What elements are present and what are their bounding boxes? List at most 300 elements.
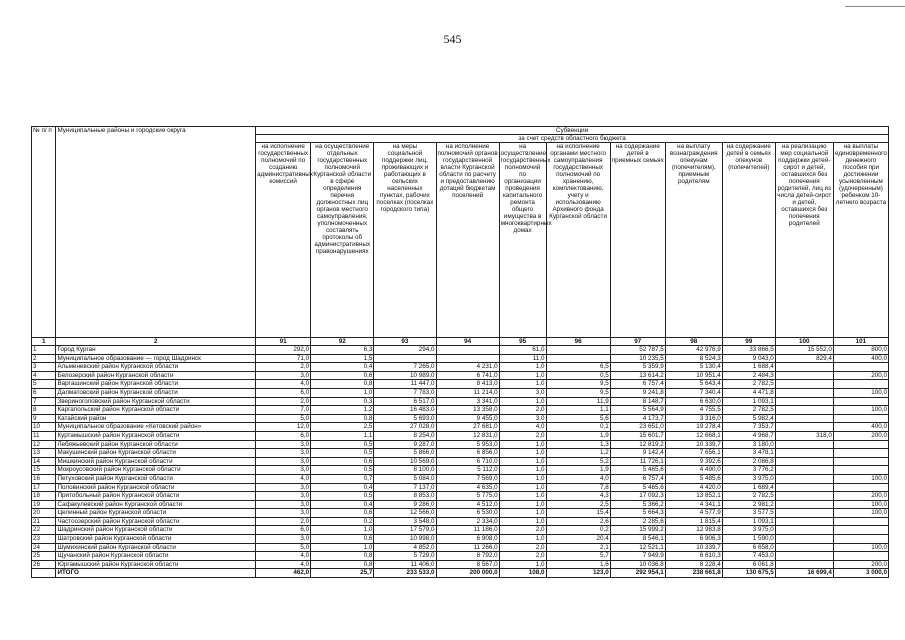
table-row [32,526,889,535]
cell-value [833,526,888,535]
cell-value: 1 688,4 [722,363,775,372]
region-name: Каргапольский район Курганской области [56,406,256,415]
region-name: Половинский район Курганской области [56,483,256,492]
cell-value: 3,0 [256,483,311,492]
table-row [32,363,889,372]
table-row [32,474,889,483]
col-header-98: на выплату вознаграждения опекунам (попечителям), приемным родителям [665,143,722,338]
row-index: 21 [32,517,56,526]
cell-value: 1,0 [499,483,546,492]
cell-value: 5,0 [256,414,311,423]
cell-value: 5 775,0 [436,492,499,501]
cell-value: 27 028,0 [374,423,436,432]
cell-value: 1,9 [546,466,610,475]
cell-value: 6 856,0 [436,449,499,458]
cell-value [775,449,833,458]
cell-value: 2,0 [499,543,546,552]
table-row [32,500,889,509]
row-index: 25 [32,552,56,561]
cell-value: 292 954,1 [610,569,665,578]
cell-value: 5 982,4 [722,414,775,423]
cell-value [775,552,833,561]
cell-value [775,535,833,544]
cell-value: 5 643,4 [665,380,722,389]
region-name: Шадринский район Курганской области [56,526,256,535]
corner-line [845,0,905,7]
cell-value: 2 285,6 [610,517,665,526]
cell-value [833,440,888,449]
region-name: Альменевский район Курганской области [56,363,256,372]
cell-value: 9,5 [546,380,610,389]
table-row [32,388,889,397]
cell-value: 4 577,9 [665,509,722,518]
cell-value: 16 699,4 [775,569,833,578]
col-number: 91 [256,338,311,346]
region-name: Юргамышский район Курганской области [56,560,256,569]
cell-value: 5,2 [546,457,610,466]
cell-value: 6 906,3 [665,535,722,544]
cell-value: 6,5 [546,363,610,372]
table-row [32,423,889,432]
cell-value: 7 353,7 [722,423,775,432]
cell-value: 11 186,0 [436,526,499,535]
cell-value: 4 341,1 [665,500,722,509]
cell-value: 8 546,1 [610,535,665,544]
cell-value: 1,0 [499,380,546,389]
cell-value: 5 953,0 [436,440,499,449]
cell-value [833,380,888,389]
cell-value: 7 265,0 [374,363,436,372]
table-row [32,431,889,440]
cell-value: 11 406,0 [374,560,436,569]
row-index: 20 [32,509,56,518]
cell-value: 16 483,0 [374,406,436,415]
col-number: 92 [311,338,374,346]
cell-value: 7,0 [256,406,311,415]
cell-value [833,397,888,406]
cell-value: 8 228,4 [665,560,722,569]
cell-value [833,363,888,372]
cell-value: 130 675,5 [722,569,775,578]
col-number: 94 [436,338,499,346]
cell-value: 3 180,0 [722,440,775,449]
cell-value: 2 334,0 [436,517,499,526]
cell-value: 1 815,4 [665,517,722,526]
row-index: 14 [32,457,56,466]
cell-value: 9 287,0 [374,440,436,449]
cell-value: 5 866,0 [374,449,436,458]
cell-value [775,380,833,389]
cell-value [775,517,833,526]
cell-value: 11,9 [546,397,610,406]
cell-value: 8 567,0 [436,560,499,569]
cell-value: 1 093,1 [722,397,775,406]
cell-value [436,354,499,363]
table-row [32,354,889,363]
row-index: 2 [32,354,56,363]
cell-value: 1,0 [499,397,546,406]
row-index [32,569,56,578]
cell-value: 8 254,0 [374,431,436,440]
cell-value: 17 579,0 [374,526,436,535]
cell-value: 4,0 [256,474,311,483]
table-row [32,517,889,526]
cell-value: 4 755,5 [665,406,722,415]
cell-value: 462,0 [256,569,311,578]
cell-value: 1 590,0 [722,535,775,544]
cell-value: 8 100,0 [374,466,436,475]
cell-value: 12 983,8 [665,526,722,535]
cell-value: 11 214,0 [436,388,499,397]
col-header-100: на реализацию мер социальной поддержки детей-сирот и детей, оставшихся без попечения родителей, лиц из числа детей-сирот и детей, оставшихся без попечения родителей [775,143,833,338]
table-row [32,509,889,518]
cell-value: 1,0 [499,449,546,458]
table-row [32,543,889,552]
cell-value: 0,6 [311,509,374,518]
cell-value: 238 661,8 [665,569,722,578]
from-budget-header: за счет средств областного бюджета [256,135,889,143]
cell-value: 2 086,8 [722,457,775,466]
row-index: 8 [32,406,56,415]
cell-value: 1,0 [311,388,374,397]
cell-value: 5 465,6 [610,466,665,475]
cell-value [833,483,888,492]
table-body [32,346,889,578]
cell-value [775,500,833,509]
cell-value: 200,0 [833,431,888,440]
cell-value: 1 689,4 [722,483,775,492]
cell-value: 1,3 [546,440,610,449]
cell-value: 3,0 [499,414,546,423]
row-index: 15 [32,466,56,475]
cell-value: 1 093,1 [722,517,775,526]
cell-value: 2,0 [256,517,311,526]
table-row [32,406,889,415]
cell-value: 3,0 [256,440,311,449]
cell-value: 7 656,1 [665,449,722,458]
cell-value: 3,0 [256,449,311,458]
cell-value: 71,0 [256,354,311,363]
cell-value: 1,0 [499,500,546,509]
page-number: 545 [443,32,462,46]
col-header-no: № п/ п [32,127,56,338]
cell-value: 6 741,0 [436,371,499,380]
region-name: Частоозерский район Курганской области [56,517,256,526]
region-name: Шумихинский район Курганской области [56,543,256,552]
col-number: 98 [665,338,722,346]
cell-value: 3,0 [256,457,311,466]
cell-value: 4 420,0 [665,483,722,492]
cell-value: 12 831,0 [436,431,499,440]
cell-value: 0,5 [546,371,610,380]
cell-value: 5 112,0 [436,466,499,475]
cell-value: 11 726,1 [610,457,665,466]
cell-value: 6 710,0 [436,457,499,466]
cell-value: 3,0 [256,492,311,501]
cell-value: 3 000,0 [833,569,888,578]
cell-value: 4,0 [256,560,311,569]
col-header-94: на исполнение полномочий органов государственной власти Курганской области по расчету и предоставлению дотаций бюджетам поселений [436,143,499,338]
cell-value: 100,0 [833,406,888,415]
cell-value: 7 949,9 [610,552,665,561]
row-index: 12 [32,440,56,449]
table-row [32,397,889,406]
row-index: 13 [32,449,56,458]
cell-value: 12 668,1 [665,431,722,440]
cell-value: 0,5 [311,492,374,501]
row-index: 24 [32,543,56,552]
cell-value: 23 651,0 [610,423,665,432]
cell-value: 1,0 [311,526,374,535]
cell-value: 3 975,0 [722,526,775,535]
row-index: 22 [32,526,56,535]
cell-value: 17 092,3 [610,492,665,501]
cell-value: 1,2 [311,406,374,415]
cell-value: 13 614,2 [610,371,665,380]
cell-value [546,346,610,355]
table-row [32,466,889,475]
region-name: Целинный район Курганской области [56,509,256,518]
cell-value [833,414,888,423]
cell-value: 9 286,0 [374,500,436,509]
region-name: Лебяжьевский район Курганской области [56,440,256,449]
region-name: Шатровский район Курганской области [56,535,256,544]
cell-value: 9 241,8 [610,388,665,397]
cell-value: 12 566,0 [374,509,436,518]
cell-value: 7 137,0 [374,483,436,492]
cell-value [775,414,833,423]
cell-value: 2,5 [546,500,610,509]
cell-value: 8 853,0 [374,492,436,501]
cell-value [775,406,833,415]
cell-value: 1,0 [499,492,546,501]
cell-value: 0,3 [311,397,374,406]
cell-value: 200,0 [833,492,888,501]
cell-value [775,492,833,501]
cell-value: 4 490,0 [665,466,722,475]
cell-value: 33 866,5 [722,346,775,355]
col-header-97: на содержание детей в приемных семьях [610,143,665,338]
cell-value: 4 635,0 [436,483,499,492]
col-number: 1 [32,338,56,346]
cell-value: 11 447,0 [374,380,436,389]
cell-value: 0,5 [311,449,374,458]
cell-value: 5 084,0 [374,474,436,483]
cell-value: 7 340,4 [665,388,722,397]
cell-value: 100,0 [833,474,888,483]
cell-value: 0,4 [311,363,374,372]
cell-value [775,371,833,380]
cell-value: 100,0 [833,509,888,518]
col-header-name: Муниципальные районы и городские округа [56,127,256,338]
cell-value: 6 757,4 [610,380,665,389]
cell-value [775,543,833,552]
cell-value: 10 235,5 [610,354,665,363]
cell-value: 10 569,0 [374,457,436,466]
col-number: 96 [546,338,610,346]
cell-value: 0,6 [311,457,374,466]
cell-value [833,535,888,544]
cell-value: 9,5 [546,388,610,397]
region-name: Сафакулевский район Курганской области [56,500,256,509]
cell-value: 10 998,0 [374,535,436,544]
cell-value: 200,0 [833,560,888,569]
region-name: Варгашинский район Курганской области [56,380,256,389]
cell-value: 829,4 [775,354,833,363]
cell-value: 3 478,1 [722,449,775,458]
cell-value: 400,0 [833,354,888,363]
cell-value: 11 266,0 [436,543,499,552]
cell-value: 1,1 [311,431,374,440]
cell-value: 10 989,0 [374,371,436,380]
region-name: Куртамышский район Курганской области [56,431,256,440]
cell-value: 123,0 [546,569,610,578]
table-row [32,552,889,561]
cell-value: 9 142,4 [610,449,665,458]
cell-value: 12,0 [256,423,311,432]
cell-value [833,517,888,526]
col-number: 95 [499,338,546,346]
row-index: 11 [32,431,56,440]
col-number: 100 [775,338,833,346]
cell-value: 1,0 [311,543,374,552]
col-number: 99 [722,338,775,346]
col-number: 2 [56,338,256,346]
row-index: 23 [32,535,56,544]
cell-value: 8 148,7 [610,397,665,406]
cell-value: 6 610,3 [665,552,722,561]
cell-value: 6,0 [256,431,311,440]
cell-value [775,397,833,406]
cell-value: 0,4 [311,483,374,492]
subventions-table [31,126,889,578]
table-row [32,346,889,355]
col-header-92: на осуществление отдельных государственных полномочий Курганской области в сфере определения перечня должностных лиц органов местного самоуправления, уполномоченных составлять протоколы об административных правонарушениях [311,143,374,338]
cell-value: 5 664,3 [610,509,665,518]
cell-value: 4 968,7 [722,431,775,440]
cell-value: 0,8 [311,552,374,561]
cell-value: 6 757,4 [610,474,665,483]
cell-value [775,474,833,483]
cell-value: 4,0 [256,552,311,561]
col-number: 93 [374,338,436,346]
cell-value [775,363,833,372]
cell-value: 10 339,7 [665,440,722,449]
cell-value [546,354,610,363]
row-index: 17 [32,483,56,492]
table-row [32,449,889,458]
cell-value: 2,0 [499,526,546,535]
region-name: Макушинский район Курганской области [56,449,256,458]
cell-value: 318,0 [775,431,833,440]
cell-value: 2 782,5 [722,380,775,389]
cell-value: 0,7 [311,474,374,483]
cell-value: 8 524,3 [665,354,722,363]
cell-value: 5 729,0 [374,552,436,561]
col-header-91: на исполнение государственных полномочий по созданию административных комиссий [256,143,311,338]
row-index: 1 [32,346,56,355]
cell-value: 3 316,0 [665,414,722,423]
row-index: 16 [32,474,56,483]
cell-value: 0,5 [311,440,374,449]
cell-value: 13 358,0 [436,406,499,415]
cell-value: 400,0 [833,423,888,432]
cell-value [833,449,888,458]
cell-value: 15,4 [546,509,610,518]
cell-value: 52 787,5 [610,346,665,355]
region-name: Белозерский район Курганской области [56,371,256,380]
cell-value: 12 819,2 [610,440,665,449]
table-row [32,380,889,389]
cell-value: 0,4 [311,500,374,509]
cell-value: 1,0 [499,535,546,544]
row-index: 9 [32,414,56,423]
cell-value: 3,0 [256,509,311,518]
region-name: Мокроусовский район Курганской области [56,466,256,475]
region-name: Катайский район [56,414,256,423]
cell-value [775,483,833,492]
cell-value: 20,4 [546,535,610,544]
cell-value: 6 517,0 [374,397,436,406]
row-index: 19 [32,500,56,509]
cell-value: 0,5 [311,466,374,475]
cell-value [833,457,888,466]
cell-value: 25,7 [311,569,374,578]
cell-value: 5 465,6 [610,483,665,492]
cell-value: 3 776,2 [722,466,775,475]
cell-value: 1,9 [546,431,610,440]
region-name: Город Курган [56,346,256,355]
cell-value: 1,0 [499,363,546,372]
table-row [32,560,889,569]
cell-value [775,526,833,535]
cell-value: 1,5 [311,354,374,363]
cell-value: 2,0 [256,363,311,372]
cell-value: 10 951,4 [665,371,722,380]
cell-value: 15 601,7 [610,431,665,440]
cell-value [775,560,833,569]
cell-value: 108,0 [499,569,546,578]
cell-value: 4,0 [256,380,311,389]
row-index: 3 [32,363,56,372]
cell-value: 4 852,0 [374,543,436,552]
col-header-101: на выплаты единовременного денежного пособия при достижении усыновленным (удочеренным) ребенком 10-летнего возраста [833,143,888,338]
cell-value: 2,0 [499,552,546,561]
region-name: Петуховский район Курганской области [56,474,256,483]
cell-value: 1,0 [499,371,546,380]
cell-value: 8 413,0 [436,380,499,389]
cell-value [775,466,833,475]
cell-value: 5 130,4 [665,363,722,372]
cell-value: 6 061,8 [722,560,775,569]
cell-value: 1,6 [546,560,610,569]
cell-value: 0,8 [311,380,374,389]
cell-value: 5 366,2 [610,500,665,509]
cell-value: 2,6 [546,517,610,526]
table-row [32,483,889,492]
cell-value: 13 852,1 [665,492,722,501]
cell-value: 6,3 [311,346,374,355]
table-row [32,457,889,466]
cell-value: 2 782,5 [722,492,775,501]
cell-value: 233 533,0 [374,569,436,578]
cell-value: 0,1 [546,423,610,432]
table-row [32,535,889,544]
cell-value [775,457,833,466]
cell-value [775,388,833,397]
cell-value: 3,0 [499,388,546,397]
cell-value: 1,0 [499,509,546,518]
